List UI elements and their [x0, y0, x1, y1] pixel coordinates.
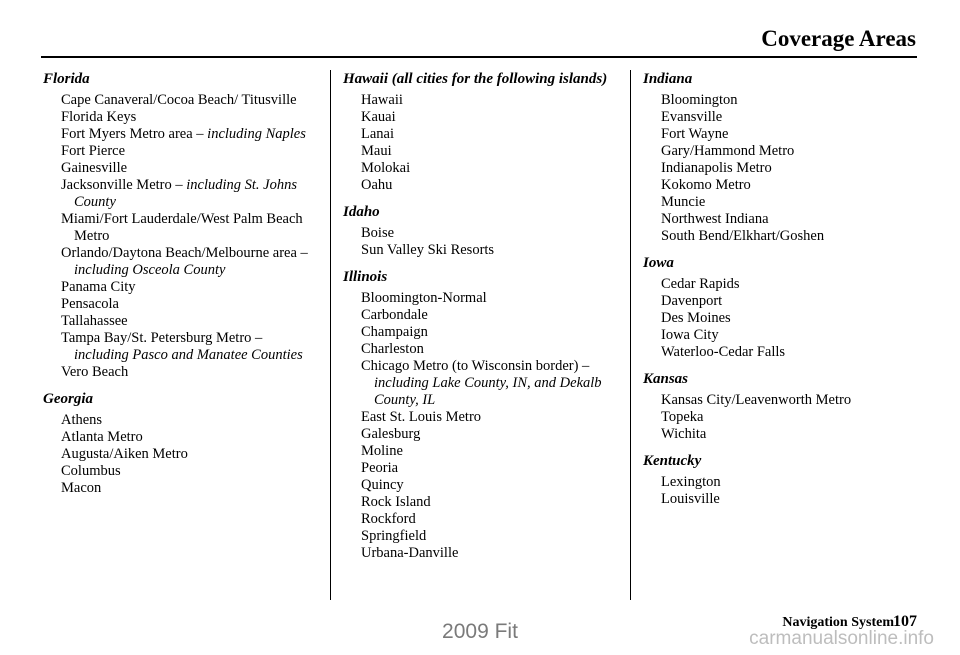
- city-item: [361, 177, 618, 194]
- city-name: Hawaii: [361, 92, 403, 108]
- city-item: [61, 364, 318, 381]
- city-name: Tallahassee: [61, 313, 128, 329]
- city-name: Louisville: [661, 491, 720, 507]
- city-item: [61, 143, 318, 160]
- city-item: [661, 310, 913, 327]
- city-name: South Bend/Elkhart/Goshen: [661, 228, 825, 244]
- city-name: Tampa Bay/St. Petersburg Metro –: [61, 330, 263, 346]
- city-name: Macon: [61, 480, 102, 496]
- city-name: Springfield: [361, 528, 427, 544]
- city-name: Augusta/Aiken Metro: [61, 446, 188, 462]
- state-heading: Hawaii (all cities for the following islands): [343, 71, 608, 87]
- city-item: [361, 460, 618, 477]
- city-item: [61, 330, 318, 364]
- city-name: Wichita: [661, 426, 707, 442]
- state-section: [343, 68, 618, 194]
- city-item: [361, 528, 618, 545]
- city-list: [643, 392, 913, 443]
- city-item: [61, 177, 318, 211]
- city-name: Pensacola: [61, 296, 119, 312]
- city-item: [361, 126, 618, 143]
- city-name: Boise: [361, 225, 395, 241]
- city-item: [661, 228, 913, 245]
- city-name: Athens: [61, 412, 103, 428]
- city-item: [661, 409, 913, 426]
- state-heading: Kentucky: [643, 453, 702, 469]
- city-item: [361, 242, 618, 259]
- city-list: [43, 92, 318, 381]
- state-section: [343, 201, 618, 259]
- state-section: [643, 252, 913, 361]
- city-list: [643, 474, 913, 508]
- city-name: Peoria: [361, 460, 399, 476]
- city-item: [661, 491, 913, 508]
- city-name: Sun Valley Ski Resorts: [361, 242, 495, 258]
- city-item: [361, 409, 618, 426]
- city-item: [361, 511, 618, 528]
- city-item: [61, 446, 318, 463]
- city-name: Waterloo-Cedar Falls: [661, 344, 786, 360]
- city-name: Kansas City/Leavenworth Metro: [661, 392, 852, 408]
- city-name: Evansville: [661, 109, 723, 125]
- city-name: Rockford: [361, 511, 416, 527]
- coverage-column-1: [43, 68, 318, 497]
- city-name: Davenport: [661, 293, 723, 309]
- city-item: [61, 245, 318, 279]
- city-item: [361, 109, 618, 126]
- city-item: [361, 443, 618, 460]
- state-heading: Indiana: [643, 71, 693, 87]
- state-heading: Iowa: [643, 255, 674, 271]
- city-name: Chicago Metro (to Wisconsin border): [361, 358, 579, 374]
- city-item: [361, 290, 618, 307]
- city-name: Molokai: [361, 160, 411, 176]
- page-number: 107: [893, 613, 917, 630]
- city-name: Lanai: [361, 126, 395, 142]
- city-name: Florida Keys: [61, 109, 137, 125]
- state-section: [643, 368, 913, 443]
- city-name: Vero Beach: [61, 364, 129, 380]
- city-name: Cape Canaveral/Cocoa Beach/ Titusville: [61, 92, 297, 108]
- city-list: [343, 92, 618, 194]
- city-name: Fort Pierce: [61, 143, 126, 159]
- title-divider: [41, 56, 917, 58]
- state-heading: Georgia: [43, 391, 93, 407]
- column-divider: [630, 70, 631, 600]
- city-item: [361, 494, 618, 511]
- city-name: Indianapolis Metro: [661, 160, 772, 176]
- city-item: [661, 327, 913, 344]
- city-item: [361, 225, 618, 242]
- city-item: [361, 358, 618, 409]
- footer-label: Navigation System: [782, 615, 894, 630]
- city-item: [661, 276, 913, 293]
- watermark-model: 2009 Fit: [442, 620, 518, 643]
- city-item: [661, 92, 913, 109]
- city-item: [61, 126, 318, 143]
- city-name: Kauai: [361, 109, 396, 125]
- city-name: Urbana-Danville: [361, 545, 459, 561]
- city-name: Carbondale: [361, 307, 428, 323]
- state-heading: Idaho: [343, 204, 380, 220]
- state-heading: Illinois: [343, 269, 388, 285]
- city-note: including Pasco and Manatee Counties: [74, 347, 303, 363]
- city-name: Rock Island: [361, 494, 431, 510]
- city-name: Fort Myers Metro area –: [61, 126, 204, 142]
- city-item: [661, 211, 913, 228]
- city-item: [61, 160, 318, 177]
- city-item: [661, 177, 913, 194]
- city-item: [61, 92, 318, 109]
- city-name: Maui: [361, 143, 392, 159]
- state-section: [643, 68, 913, 245]
- city-item: [361, 143, 618, 160]
- city-item: [61, 313, 318, 330]
- city-name: Bloomington: [661, 92, 738, 108]
- city-item: [61, 211, 318, 245]
- city-list: [343, 290, 618, 562]
- city-list: [643, 276, 913, 361]
- city-note: including Naples: [207, 126, 306, 142]
- city-name: Moline: [361, 443, 403, 459]
- city-item: [361, 545, 618, 562]
- city-item: [361, 477, 618, 494]
- city-item: [61, 279, 318, 296]
- city-name: Gainesville: [61, 160, 128, 176]
- city-item: [661, 194, 913, 211]
- city-item: [661, 143, 913, 160]
- city-name: East St. Louis Metro: [361, 409, 482, 425]
- state-section: [43, 68, 318, 381]
- city-item: [661, 160, 913, 177]
- city-name: Gary/Hammond Metro: [661, 143, 795, 159]
- state-section: [343, 266, 618, 562]
- city-item: [661, 344, 913, 361]
- watermark-site: carmanualsonline.info: [749, 628, 934, 649]
- city-name: Kokomo Metro: [661, 177, 751, 193]
- city-item: [361, 160, 618, 177]
- city-item: [61, 109, 318, 126]
- city-name: Charleston: [361, 341, 424, 357]
- city-item: [361, 426, 618, 443]
- city-name: Fort Wayne: [661, 126, 729, 142]
- state-section: [43, 388, 318, 497]
- city-note: including Osceola County: [74, 262, 226, 278]
- state-heading: Florida: [43, 71, 90, 87]
- city-name: Jacksonville Metro –: [61, 177, 183, 193]
- page-title: Coverage Areas: [761, 26, 916, 51]
- city-note: including St. Johns County: [74, 177, 298, 210]
- city-item: [661, 426, 913, 443]
- city-name: Des Moines: [661, 310, 731, 326]
- coverage-column-3: [643, 68, 913, 508]
- city-name: Galesburg: [361, 426, 421, 442]
- city-item: [661, 109, 913, 126]
- city-item: [661, 474, 913, 491]
- state-section: [643, 450, 913, 508]
- city-name: Miami/Fort Lauderdale/West Palm Beach Metro: [61, 211, 303, 244]
- city-name: Columbus: [61, 463, 121, 479]
- city-name: Topeka: [661, 409, 704, 425]
- city-item: [361, 324, 618, 341]
- city-item: [61, 480, 318, 497]
- city-item: [361, 307, 618, 324]
- city-name: Champaign: [361, 324, 428, 340]
- city-list: [343, 225, 618, 259]
- city-name: Cedar Rapids: [661, 276, 740, 292]
- city-name: Lexington: [661, 474, 721, 490]
- city-name: Panama City: [61, 279, 136, 295]
- city-item: [61, 412, 318, 429]
- city-item: [661, 126, 913, 143]
- city-name: Bloomington-Normal: [361, 290, 487, 306]
- city-list: [43, 412, 318, 497]
- state-heading: Kansas: [643, 371, 689, 387]
- city-item: [361, 92, 618, 109]
- city-note: – including Lake County, IN, and Dekalb County, IL: [374, 358, 602, 408]
- coverage-column-2: [343, 68, 618, 562]
- city-item: [361, 341, 618, 358]
- city-item: [61, 463, 318, 480]
- city-list: [643, 92, 913, 245]
- city-name: Oahu: [361, 177, 393, 193]
- city-item: [61, 429, 318, 446]
- city-item: [661, 293, 913, 310]
- city-name: Quincy: [361, 477, 404, 493]
- city-name: Atlanta Metro: [61, 429, 143, 445]
- city-name: Iowa City: [661, 327, 719, 343]
- column-divider: [330, 70, 331, 600]
- city-item: [661, 392, 913, 409]
- city-name: Northwest Indiana: [661, 211, 769, 227]
- city-name: Orlando/Daytona Beach/Melbourne area –: [61, 245, 308, 261]
- city-item: [61, 296, 318, 313]
- city-name: Muncie: [661, 194, 706, 210]
